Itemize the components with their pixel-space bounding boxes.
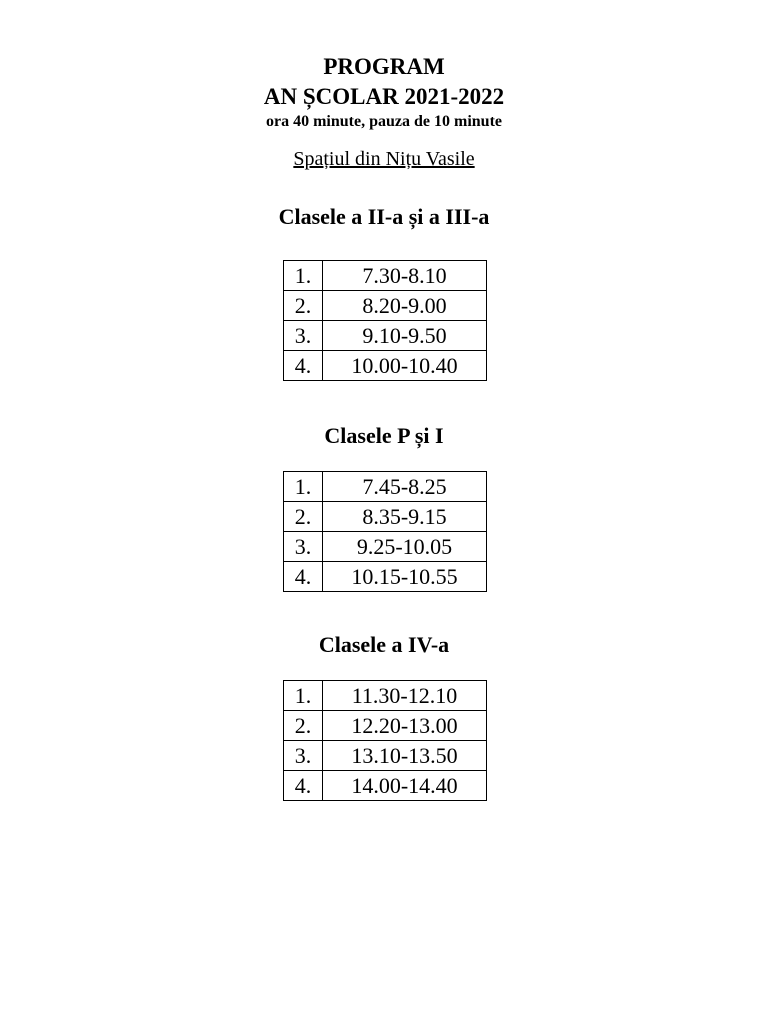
period-number: 4.: [284, 351, 323, 381]
period-time: 9.10-9.50: [323, 321, 487, 351]
table-row: [284, 351, 487, 381]
period-time: 8.20-9.00: [323, 291, 487, 321]
period-number: 3.: [284, 532, 323, 562]
school-year-title: AN ȘCOLAR 2021-2022: [263, 84, 505, 109]
period-number: 1.: [284, 261, 323, 291]
period-number: 3.: [284, 741, 323, 771]
period-time: 8.35-9.15: [323, 502, 487, 532]
table-row: [284, 261, 487, 291]
section-heading-iv: Clasele a IV-a: [318, 632, 450, 657]
schedule-table-p-i: [283, 471, 487, 592]
table-row: [284, 502, 487, 532]
period-time: 13.10-13.50: [323, 741, 487, 771]
period-time: 12.20-13.00: [323, 711, 487, 741]
table-row: [284, 771, 487, 801]
location-text: Spațiul din Nițu Vasile: [293, 148, 475, 170]
period-time: 10.15-10.55: [323, 562, 487, 592]
table-row: [284, 741, 487, 771]
lesson-duration-note: ora 40 minute, pauza de 10 minute: [266, 113, 502, 130]
period-number: 4.: [284, 771, 323, 801]
table-row: [284, 532, 487, 562]
period-number: 2.: [284, 711, 323, 741]
period-time: 7.45-8.25: [323, 472, 487, 502]
schedule-table-ii-iii: [283, 260, 487, 381]
period-time: 11.30-12.10: [323, 681, 487, 711]
location-line: [0, 146, 768, 172]
period-number: 4.: [284, 562, 323, 592]
schedule-table-iv: [283, 680, 487, 801]
section-heading-p-i: Clasele P și I: [324, 423, 444, 448]
period-number: 1.: [284, 472, 323, 502]
period-time: 14.00-14.40: [323, 771, 487, 801]
period-number: 2.: [284, 502, 323, 532]
period-number: 3.: [284, 321, 323, 351]
table-row: [284, 321, 487, 351]
period-time: 9.25-10.05: [323, 532, 487, 562]
period-time: 7.30-8.10: [323, 261, 487, 291]
document-title: PROGRAM: [323, 54, 445, 79]
table-row: [284, 291, 487, 321]
table-row: [284, 472, 487, 502]
period-time: 10.00-10.40: [323, 351, 487, 381]
section-heading-ii-iii: Clasele a II-a și a III-a: [278, 204, 490, 229]
table-row: [284, 681, 487, 711]
table-row: [284, 562, 487, 592]
table-row: [284, 711, 487, 741]
period-number: 1.: [284, 681, 323, 711]
period-number: 2.: [284, 291, 323, 321]
